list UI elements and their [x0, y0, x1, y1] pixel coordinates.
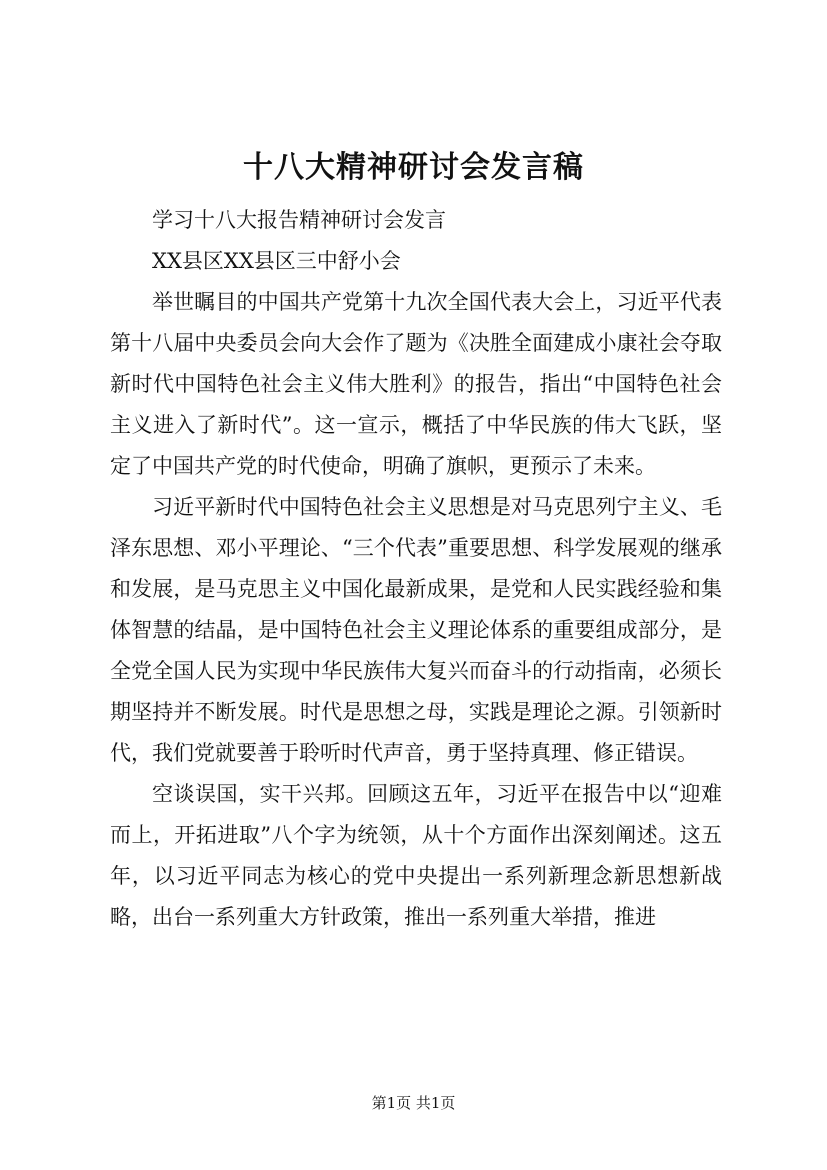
paragraph-3: 空谈误国，实干兴邦。回顾这五年，习近平在报告中以“迎难而上，开拓进取”八个字为统领，从十个方面作出深刻阐述。这五年，以习近平同志为核心的党中央提出一系列新理念新思想新战略，出台一系列重大方针政策，推出一系列重大举措，推进 — [110, 782, 722, 929]
author-line: XX县区XX县区三中舒小会 — [152, 249, 401, 273]
subtitle-line: 学习十八大报告精神研讨会发言 — [152, 208, 446, 232]
document-body — [110, 200, 722, 938]
document-title: 十八大精神研讨会发言稿 — [243, 150, 584, 185]
paragraph-1: 举世瞩目的中国共产党第十九次全国代表大会上，习近平代表第十八届中央委员会向大会作了题为《决胜全面建成小康社会夺取新时代中国特色社会主义伟大胜利》的报告，指出“中国特色社会主义进入了新时代”。这一宣示，概括了中华民族的伟大飞跃，坚定了中国共产党的时代使命，明确了旗帜，更预示了未来。 — [110, 290, 722, 478]
page-number-footer: 第1页 共1页 — [371, 1094, 456, 1112]
paragraph-2: 习近平新时代中国特色社会主义思想是对马克思列宁主义、毛泽东思想、邓小平理论、“三个代表”重要思想、科学发展观的继承和发展，是马克思主义中国化最新成果，是党和人民实践经验和集体智慧的结晶，是中国特色社会主义理论体系的重要组成部分，是全党全国人民为实现中华民族伟大复兴而奋斗的行动指南，必须长期坚持并不断发展。时代是思想之母，实践是理论之源。引领新时代，我们党就要善于聆听时代声音，勇于坚持真理、修正错误。 — [110, 495, 722, 765]
